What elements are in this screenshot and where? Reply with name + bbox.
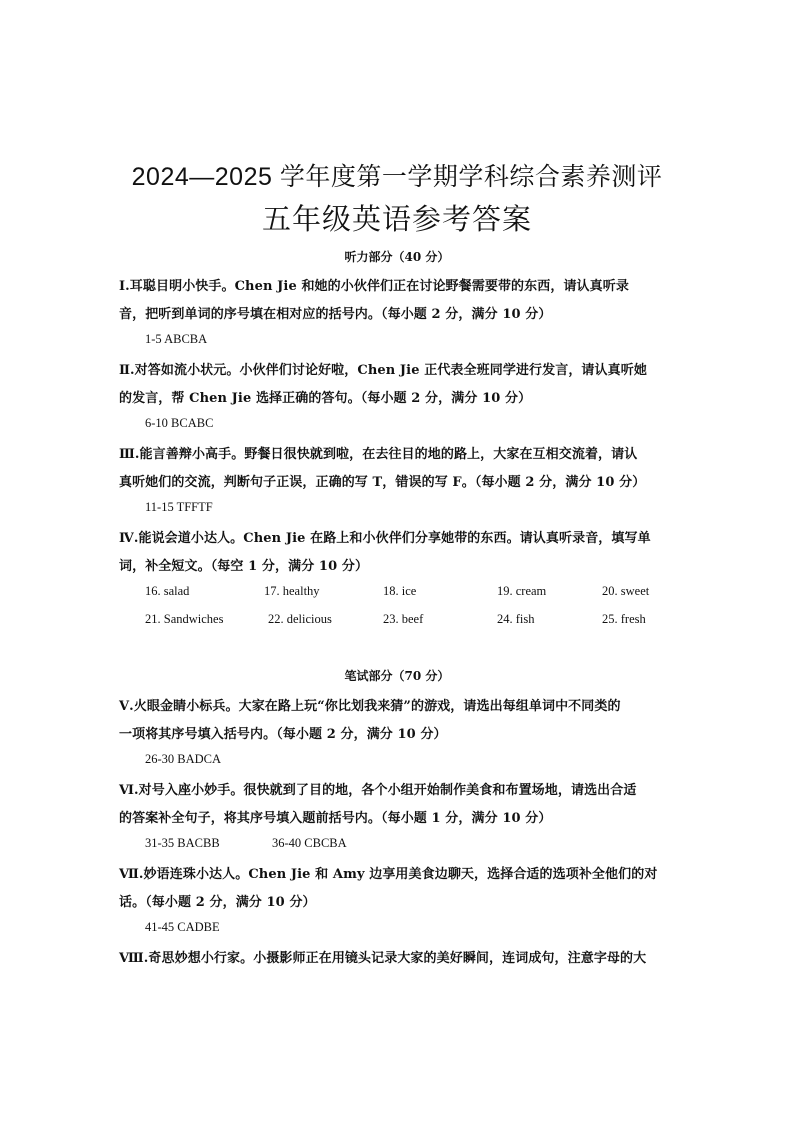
question-3-text-cont: 真听她们的交流，判断句子正误，正确的写 T，错误的写 F。（每小题 2 分，满分 10 分） — [119, 475, 646, 490]
answer-word: 16. salad — [145, 584, 190, 598]
question-7-text: Ⅶ.妙语连珠小达人。Chen Jie 和 Amy 边享用美食边聊天，选择合适的选项补全他们的对 — [119, 867, 658, 882]
question-7-text-cont: 话。（每小题 2 分，满分 10 分） — [119, 895, 316, 910]
answer-word: 19. cream — [497, 584, 547, 598]
question-1-text: Ⅰ.耳聪目明小快手。Chen Jie 和她的小伙伴们正在讨论野餐需要带的东西，请认真听录 — [119, 279, 629, 294]
question-5-text: Ⅴ.火眼金睛小标兵。大家在路上玩“你比划我来猜”的游戏，请选出每组单词中不同类的 — [119, 699, 621, 714]
answer-word: 18. ice — [383, 584, 417, 598]
document-title: 2024—2025 学年度第一学期学科综合素养测评 — [131, 163, 663, 191]
question-5-text-cont: 一项将其序号填入括号内。（每小题 2 分，满分 10 分） — [119, 727, 447, 742]
question-7-answer: 41-45 CADBE — [145, 920, 220, 934]
question-2-text-cont: 的发言，帮 Chen Jie 选择正确的答句。（每小题 2 分，满分 10 分） — [119, 391, 532, 406]
question-3-answer: 11-15 TFFTF — [145, 500, 213, 514]
answer-word: 22. delicious — [268, 612, 332, 626]
question-6-text: Ⅵ.对号入座小妙手。很快就到了目的地，各个小组开始制作美食和布置场地，请选出合适 — [119, 783, 637, 798]
question-4-text: Ⅳ.能说会道小达人。Chen Jie 在路上和小伙伴们分享她带的东西。请认真听录音，填写单 — [119, 531, 651, 546]
document-subtitle: 五年级英语参考答案 — [261, 204, 532, 236]
question-5-answer: 26-30 BADCA — [145, 752, 222, 766]
answer-word: 25. fresh — [602, 612, 646, 626]
question-4-text-cont: 词，补全短文。（每空 1 分，满分 10 分） — [119, 559, 369, 574]
answer-word: 21. Sandwiches — [145, 612, 224, 626]
answer-word: 20. sweet — [602, 584, 650, 598]
question-3-text: Ⅲ.能言善辩小高手。野餐日很快就到啦，在去往目的地的路上，大家在互相交流着，请认 — [119, 447, 638, 462]
answer-word: 17. healthy — [264, 584, 320, 598]
writing-section-heading: 笔试部分（70 分） — [344, 669, 450, 683]
question-6-text-cont: 的答案补全句子，将其序号填入题前括号内。（每小题 1 分，满分 10 分） — [119, 811, 552, 826]
question-2-text: Ⅱ.对答如流小状元。小伙伴们讨论好啦，Chen Jie 正代表全班同学进行发言，请认真听她 — [119, 363, 647, 378]
listening-section-heading: 听力部分（40 分） — [344, 250, 450, 264]
question-6-answer-b: 36-40 CBCBA — [272, 836, 347, 850]
question-6-answer-a: 31-35 BACBB — [145, 836, 220, 850]
question-2-answer: 6-10 BCABC — [145, 416, 214, 430]
answer-word: 24. fish — [497, 612, 535, 626]
answer-word: 23. beef — [383, 612, 424, 626]
question-1-text-cont: 音，把听到单词的序号填在相对应的括号内。（每小题 2 分，满分 10 分） — [119, 307, 552, 322]
question-8-text: Ⅷ.奇思妙想小行家。小摄影师正在用镜头记录大家的美好瞬间，连词成句，注意字母的大 — [119, 951, 647, 966]
question-1-answer: 1-5 ABCBA — [145, 332, 208, 346]
